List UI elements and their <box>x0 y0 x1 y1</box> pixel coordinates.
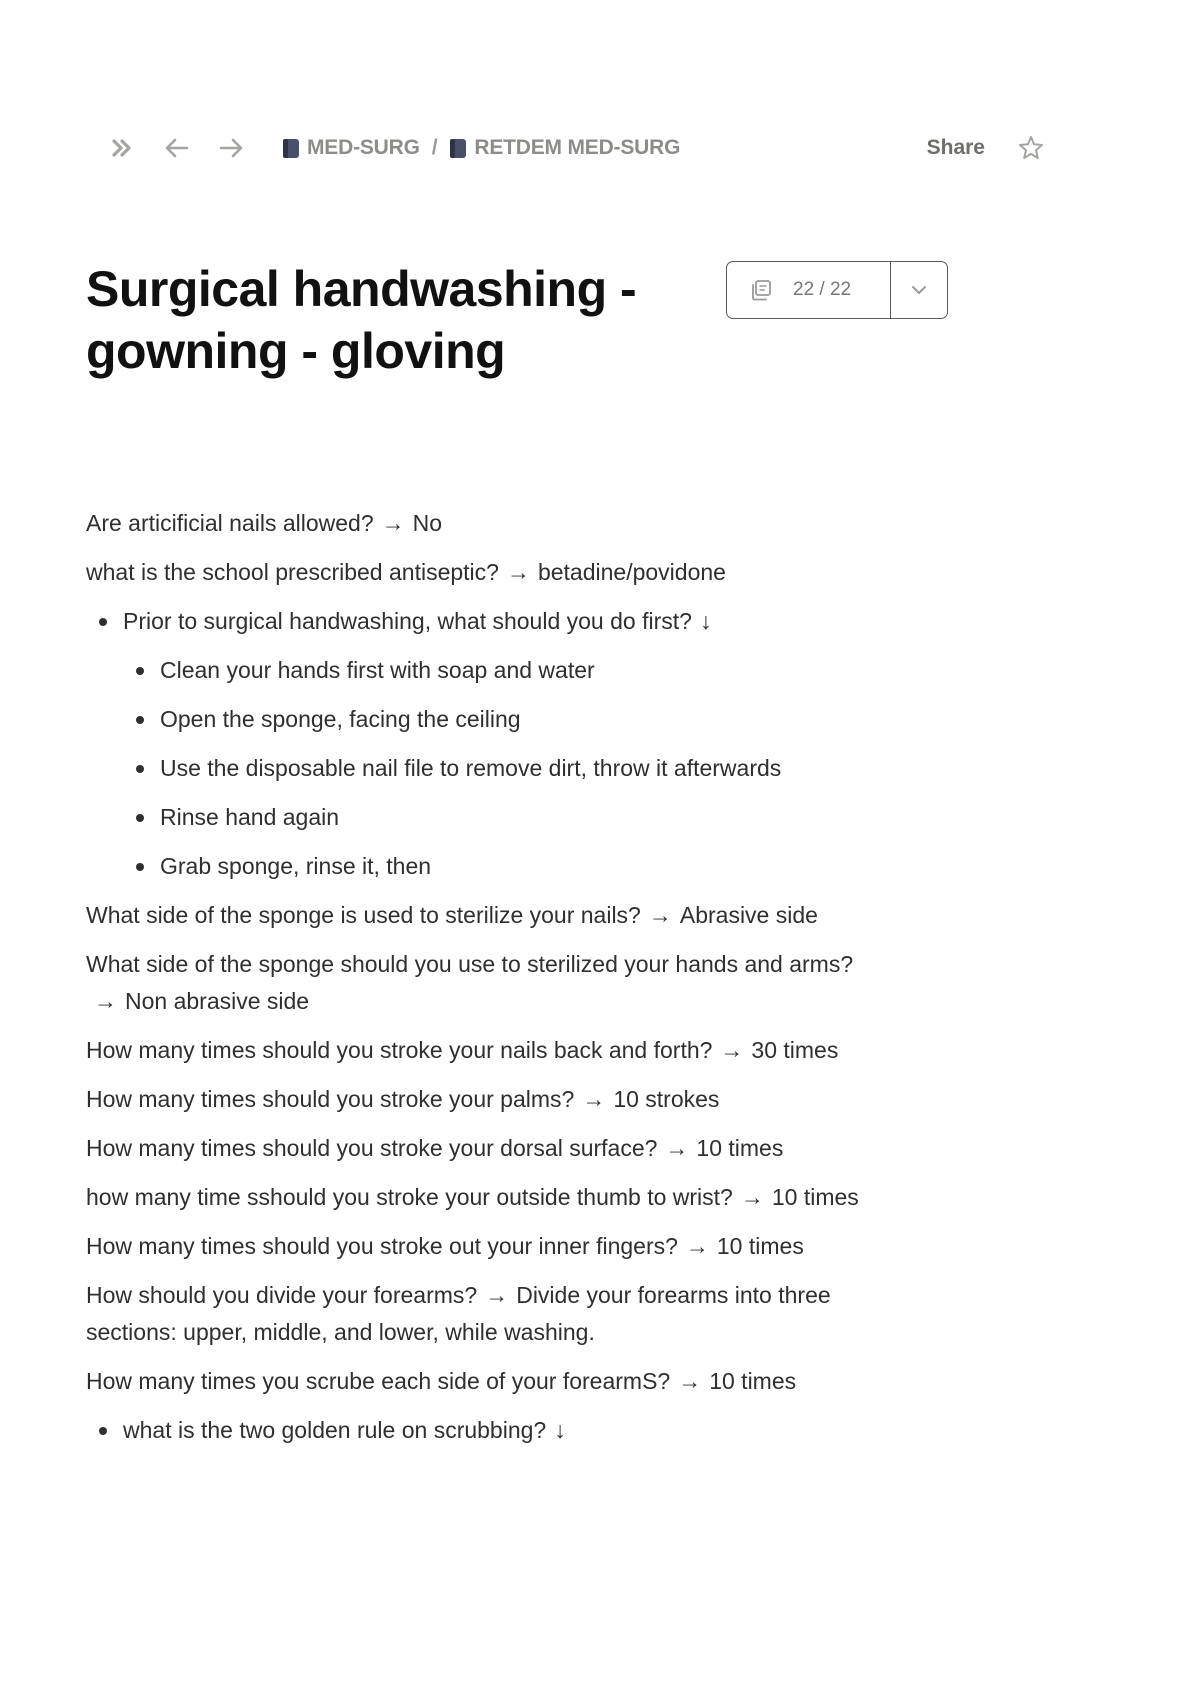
list-item: Grab sponge, rinse it, then <box>160 848 906 885</box>
qa-item <box>86 1228 906 1265</box>
qa-item <box>86 1179 906 1216</box>
question-text: How many times should you stroke out your inner fingers? <box>86 1233 678 1259</box>
list-item: Clean your hands first with soap and water <box>160 652 906 689</box>
answer-text: Non abrasive side <box>125 988 310 1014</box>
question-text: What side of the sponge should you use to sterilized your hands and arms? <box>86 951 854 977</box>
arrow-right-icon: → <box>720 1037 744 1063</box>
list-item: Rinse hand again <box>160 799 906 836</box>
answer-text: 10 times <box>709 1368 797 1394</box>
arrow-right-icon: → <box>740 1184 764 1210</box>
toggle-list <box>86 603 906 885</box>
forward-button[interactable] <box>218 135 244 161</box>
toggle-question-text: what is the two golden rule on scrubbing? <box>123 1417 547 1443</box>
arrow-right-icon: → <box>665 1135 689 1161</box>
breadcrumb-item-med-surg[interactable] <box>282 136 420 160</box>
double-chevron-right-icon <box>112 139 134 157</box>
nested-list <box>123 652 906 885</box>
answer-text: Abrasive side <box>679 902 818 928</box>
page-counter-text: 22 / 22 <box>793 279 852 300</box>
answer-text: betadine/povidone <box>537 559 726 585</box>
arrow-right-icon: → <box>648 902 672 928</box>
arrow-right-icon: → <box>381 510 405 536</box>
arrow-right-icon: → <box>485 1282 509 1308</box>
question-text: What side of the sponge is used to sterilize your nails? <box>86 902 641 928</box>
share-button[interactable]: Share <box>926 136 985 159</box>
arrow-down-icon: ↓ <box>554 1417 566 1443</box>
breadcrumb-label: MED-SURG <box>307 136 420 159</box>
sidebar-toggle-button[interactable] <box>110 135 136 161</box>
arrow-right-icon <box>219 138 243 158</box>
question-text: How many times should you stroke your nails back and forth? <box>86 1037 713 1063</box>
page-counter-control <box>726 261 948 319</box>
arrow-down-icon: ↓ <box>699 608 712 634</box>
question-text: how many time sshould you stroke your outside thumb to wrist? <box>86 1184 733 1210</box>
page-title: Surgical handwashing - gowning - gloving <box>86 261 637 379</box>
qa-item <box>86 1277 906 1351</box>
qa-item <box>86 1081 906 1118</box>
answer-text: 10 times <box>716 1233 804 1259</box>
question-text: How should you divide your forearms? <box>86 1282 478 1308</box>
qa-item <box>86 554 906 591</box>
toggle-list <box>86 1412 906 1449</box>
toggle-question-text: Prior to surgical handwashing, what should you do first? <box>123 608 692 634</box>
question-text: How many times you scrube each side of your forearmS? <box>86 1368 671 1394</box>
back-button[interactable] <box>164 135 190 161</box>
qa-item <box>86 1130 906 1167</box>
breadcrumb-label: RETDEM MED-SURG <box>474 136 681 159</box>
answer-text: 30 times <box>751 1037 839 1063</box>
topbar-actions <box>927 128 1045 168</box>
list-item: Use the disposable nail file to remove dirt, throw it afterwards <box>160 750 906 787</box>
question-text: How many times should you stroke your palms? <box>86 1086 575 1112</box>
page-counter-button[interactable] <box>727 262 890 318</box>
toggle-item[interactable] <box>123 603 906 885</box>
breadcrumb-separator: / <box>431 136 438 159</box>
top-bar <box>110 128 1045 168</box>
arrow-right-icon: → <box>506 559 530 585</box>
answer-text: 10 strokes <box>613 1086 720 1112</box>
question-text: How many times should you stroke your dorsal surface? <box>86 1135 658 1161</box>
question-text: Are articificial nails allowed? <box>86 510 374 536</box>
arrow-right-icon: → <box>678 1368 702 1394</box>
arrow-right-icon: → <box>685 1233 709 1259</box>
answer-text: Divide your forearms into three sections: upper, middle, and lower, while washing. <box>86 1282 831 1345</box>
page-icon <box>449 138 467 159</box>
page-icon <box>282 138 300 159</box>
question-text: what is the school prescribed antiseptic? <box>86 559 499 585</box>
toggle-item[interactable] <box>123 1412 906 1449</box>
answer-text: 10 times <box>771 1184 859 1210</box>
answer-text: 10 times <box>696 1135 784 1161</box>
arrow-right-icon: → <box>582 1086 606 1112</box>
qa-item <box>86 946 906 1020</box>
star-icon <box>1018 135 1044 161</box>
qa-item <box>86 1363 906 1400</box>
arrow-left-icon <box>165 138 189 158</box>
list-item: Open the sponge, facing the ceiling <box>160 701 906 738</box>
chevron-down-icon <box>910 284 928 296</box>
page-counter-dropdown-button[interactable] <box>890 262 947 318</box>
page-content <box>86 505 906 1461</box>
favorite-button[interactable] <box>1017 134 1045 162</box>
answer-text: No <box>412 510 443 536</box>
qa-item <box>86 897 906 934</box>
copy-icon <box>749 278 773 302</box>
arrow-right-icon: → <box>94 988 117 1014</box>
qa-item <box>86 1032 906 1069</box>
breadcrumb-item-retdem-med-surg[interactable] <box>449 136 680 160</box>
breadcrumb <box>282 136 680 160</box>
qa-item <box>86 505 906 542</box>
